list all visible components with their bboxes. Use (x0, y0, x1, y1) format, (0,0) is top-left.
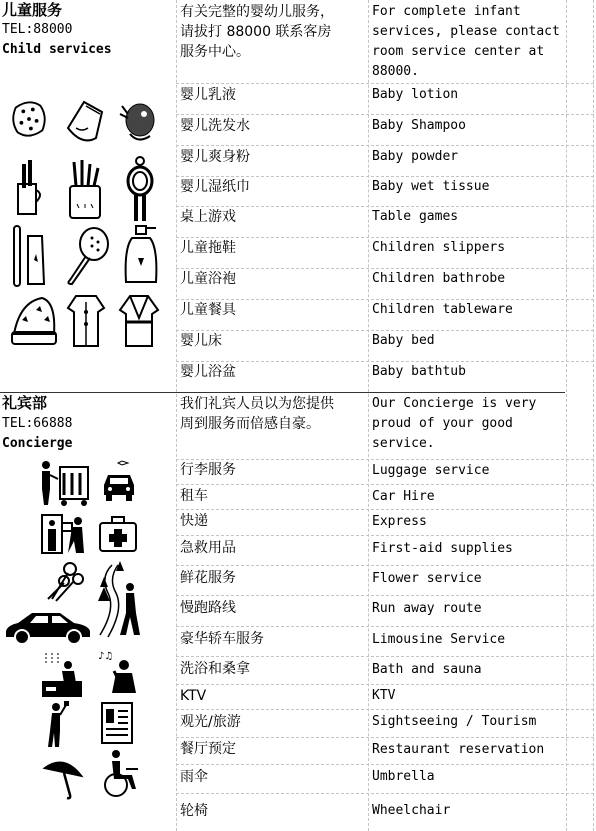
row-divider (176, 737, 594, 738)
car-icon (100, 459, 138, 505)
list-item-cn: 观光/旅游 (180, 714, 241, 730)
row-divider (176, 484, 594, 485)
list-item-en: Children bathrobe (372, 271, 506, 286)
intro-cn: 我们礼宾人员以为您提供周到服务而倍感自豪。 (180, 396, 334, 432)
list-item-cn: 雨伞 (180, 769, 208, 785)
row-divider (176, 535, 594, 536)
list-item-cn: 婴儿床 (180, 333, 222, 349)
section-phone: TEL:66888 (2, 416, 73, 431)
row-divider (176, 595, 594, 596)
list-item-en: Limousine Service (372, 632, 506, 647)
list-item-cn: KTV (180, 688, 207, 704)
list-item-en: Bath and sauna (372, 662, 482, 677)
umbrella-icon (40, 751, 86, 801)
list-item-cn: 桌上游戏 (180, 209, 236, 225)
list-item-en: Flower service (372, 571, 482, 586)
list-item-en: Table games (372, 209, 459, 224)
list-item-en: Wheelchair (372, 803, 451, 818)
list-item-cn: 儿童拖鞋 (180, 240, 236, 256)
bathrobe-icon (118, 292, 160, 350)
list-item-en: First-aid supplies (372, 541, 513, 556)
list-item-cn: 婴儿洗发水 (180, 118, 250, 134)
cookie-icon (10, 98, 48, 140)
nightcap-icon (10, 292, 58, 348)
list-item-en: Restaurant reservation (372, 742, 545, 757)
row-divider (176, 684, 594, 685)
list-item-cn: 行李服务 (180, 462, 236, 478)
svg-text:♪♫: ♪♫ (98, 651, 114, 662)
list-item-en: Baby lotion (372, 87, 459, 102)
list-item-cn: 餐厅预定 (180, 741, 236, 757)
list-item-cn: 租车 (180, 488, 208, 504)
hanging-mirror-icon (126, 155, 154, 223)
list-item-cn: 儿童浴袍 (180, 271, 236, 287)
towel-icon (62, 98, 106, 146)
row-divider (176, 626, 594, 627)
list-item-en: KTV (372, 688, 396, 703)
row-divider (176, 565, 594, 566)
list-item-en: Children slippers (372, 240, 506, 255)
row-divider (176, 656, 594, 657)
list-item-en: Sightseeing / Tourism (372, 714, 537, 729)
list-item-cn: 慢跑路线 (180, 600, 236, 616)
section-title: 儿童服务 (2, 1, 63, 19)
row-divider (176, 793, 594, 794)
list-item-en: Express (372, 514, 427, 529)
intro-en: Our Concierge is very proud of your good service. (372, 396, 537, 451)
sauna-icon (40, 651, 84, 699)
list-item-en: Baby wet tissue (372, 179, 490, 194)
list-item-cn: 婴儿爽身粉 (180, 149, 250, 165)
bellhop-luggage-icon (36, 459, 92, 507)
concierge-section (0, 393, 596, 831)
crayons-icon (68, 158, 102, 220)
list-item-en: Car Hire (372, 489, 435, 504)
list-item-en: Baby powder (372, 149, 459, 164)
row-divider (176, 145, 594, 146)
list-item-cn: 婴儿乳液 (180, 87, 236, 103)
delivery-icon (40, 513, 88, 555)
fish-toy-icon (118, 96, 158, 146)
list-item-en: Luggage service (372, 463, 490, 478)
list-item-cn: 婴儿湿纸巾 (180, 179, 250, 195)
toothbrush-cup-icon (14, 158, 44, 218)
row-divider (176, 764, 594, 765)
list-item-en: Baby bathtub (372, 364, 466, 379)
lotion-bottle-icon (122, 224, 160, 286)
list-item-cn: 婴儿浴盆 (180, 364, 236, 380)
list-item-cn: 洗浴和桑拿 (180, 661, 250, 677)
tour-guide-icon (46, 701, 70, 749)
karaoke-icon (98, 649, 140, 695)
limousine-icon (4, 607, 92, 647)
intro-cn: 有关完整的婴幼儿服务，请拔打 88000 联系客房服务中心。 (180, 4, 334, 60)
section-title-en: Concierge (2, 436, 73, 451)
section-phone: TEL:88000 (2, 22, 73, 37)
list-item-cn: 豪华轿车服务 (180, 631, 264, 647)
list-item-cn: 轮椅 (180, 803, 208, 819)
row-divider (176, 509, 594, 510)
jogging-route-icon (94, 557, 144, 641)
list-item-en: Children tableware (372, 302, 513, 317)
list-item-cn: 快递 (180, 513, 208, 529)
row-divider (176, 114, 594, 115)
wheelchair-icon (100, 749, 142, 799)
first-aid-kit-icon (98, 515, 138, 553)
pajamas-icon (66, 292, 106, 350)
hairbrush-icon (64, 226, 110, 286)
intro-en: For complete infant services, please contact room service center at 88000. (372, 4, 560, 79)
section-title-en: Child services (2, 42, 112, 57)
flowers-icon (44, 559, 86, 603)
toothbrush-tube-icon (10, 224, 48, 290)
list-item-cn: 儿童餐具 (180, 302, 236, 318)
child-services-section (0, 0, 596, 393)
menu-icon (98, 699, 138, 745)
list-item-en: Umbrella (372, 769, 435, 784)
list-item-en: Baby Shampoo (372, 118, 466, 133)
row-divider (176, 83, 594, 84)
list-item-en: Baby bed (372, 333, 435, 348)
list-item-cn: 鲜花服务 (180, 570, 236, 586)
list-item-cn: 急救用品 (180, 540, 236, 556)
row-divider (176, 709, 594, 710)
section-title: 礼宾部 (2, 394, 48, 412)
list-item-en: Run away route (372, 601, 482, 616)
